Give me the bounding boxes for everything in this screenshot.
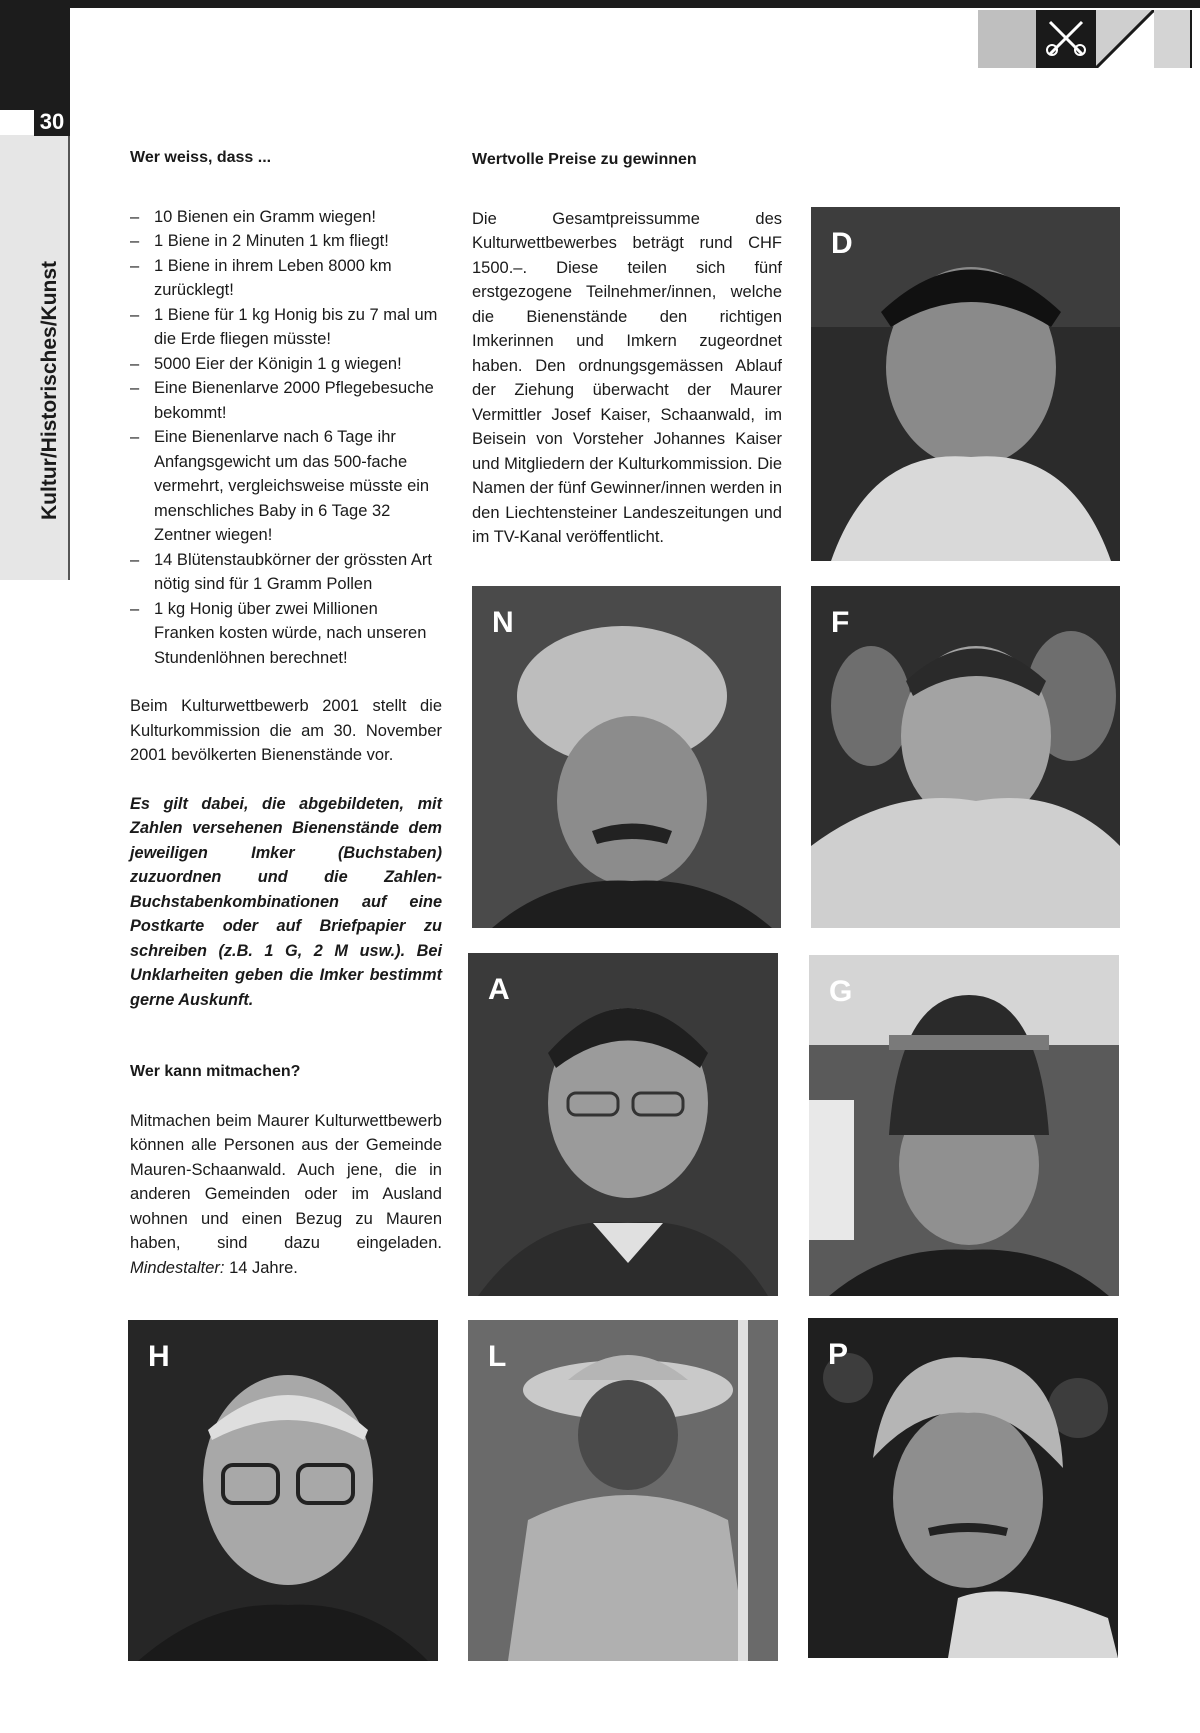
list-item: – 1 Biene in 2 Minuten 1 km fliegt! [130, 229, 442, 254]
facts-list [130, 205, 442, 671]
top-border [0, 0, 1200, 8]
photo-beekeeper-n [472, 586, 781, 928]
list-item: – 1 kg Honig über zwei Millionen Franken kosten würde, nach unseren Stundenlöhnen berechnet! [130, 597, 442, 671]
middle-column [472, 148, 782, 550]
header-end-block [1154, 10, 1192, 68]
section-title: Kultur/Historisches/Kunst [38, 260, 61, 520]
min-age-value: 14 Jahre. [229, 1258, 298, 1277]
min-age-label: Mindestalter: [130, 1258, 225, 1277]
prizes-heading: Wertvolle Preise zu gewinnen [472, 151, 697, 168]
list-item: – 10 Bienen ein Gramm wiegen! [130, 205, 442, 230]
photo-letter: A [488, 973, 510, 1006]
list-item: – 1 Biene für 1 kg Honig bis zu 7 mal um die Erde fliegen müsste! [130, 303, 442, 352]
photo-beekeeper-l [468, 1320, 778, 1661]
photo-beekeeper-f [811, 586, 1120, 928]
page-corner-tab [0, 0, 70, 110]
photo-beekeeper-d [811, 207, 1120, 561]
photo-beekeeper-p [808, 1318, 1118, 1658]
list-item: – 14 Blütenstaubkörner der grössten Art nötig sind für 1 Gramm Pollen [130, 548, 442, 597]
instruction-paragraph: Es gilt dabei, die abgebildeten, mit Zahlen versehenen Bienenstände dem jeweiligen Imker (Buchstaben) zuzuordnen und die Zahlen-Buchstabenkombinationen auf eine Postkarte oder auf Briefpapier zu schreiben (z.B. 1 G, 2 M usw.). Bei Unklarheiten geben die Imker bestimmt gerne Auskunft. [130, 794, 442, 1009]
photo-letter: L [488, 1340, 507, 1373]
photo-letter: G [829, 975, 853, 1008]
photo-letter: P [828, 1338, 849, 1371]
photo-beekeeper-a [468, 953, 778, 1296]
photo-beekeeper-g [809, 955, 1119, 1296]
participation-paragraph [130, 1109, 442, 1281]
photo-letter: H [148, 1340, 170, 1373]
prizes-paragraph: Die Gesamtpreissumme des Kulturwettbewerbes beträgt rund CHF 1500.–. Diese teilen sich fünf erstgezogene Teilnehmer/innen, welche die Bienenstände den richtigen Imkerinnen und Imkern zugeordnet haben. Den ordnungsgemässen Ablauf der Ziehung überwacht der Maurer Vermittler Josef Kaiser, Schaanwald, im Beisein von Vorsteher Johannes Kaiser und Mitgliedern der Kulturkommission. Die Namen der fünf Gewinner/innen werden in den Liechtensteiner Landeszeitungen und im TV-Kanal veröffentlicht. [472, 209, 783, 546]
list-item: – 1 Biene in ihrem Leben 8000 km zurücklegt! [130, 254, 442, 303]
photo-beekeeper-h [128, 1320, 438, 1661]
intro-paragraph: Beim Kulturwettbewerb 2001 stellt die Kulturkommission die am 30. November 2001 bevölkerten Bienenstände vor. [130, 697, 442, 764]
photo-letter: N [492, 606, 514, 639]
list-item: – 5000 Eier der Königin 1 g wiegen! [130, 352, 442, 377]
page-number: 30 [34, 108, 70, 136]
facts-heading: Wer weiss, dass ... [130, 149, 272, 166]
participation-heading: Wer kann mitmachen? [130, 1063, 301, 1080]
header-decoration [978, 10, 1192, 68]
tools-icon [1038, 10, 1096, 68]
photo-letter: F [831, 606, 850, 639]
list-item: – Eine Bienenlarve 2000 Pflegebesuche bekommt! [130, 376, 442, 425]
list-item: – Eine Bienenlarve nach 6 Tage ihr Anfangsgewicht um das 500-fache vermehrt, vergleichsweise müsste ein menschliches Baby in 6 Tage 32 Zentner wiegen! [130, 425, 442, 548]
header-gray-block [978, 10, 1038, 68]
photo-letter: D [831, 227, 853, 260]
header-triangle-block [1096, 10, 1154, 68]
left-column [130, 146, 442, 1280]
participation-text: Mitmachen beim Maurer Kulturwettbewerb können alle Personen aus der Gemeinde Mauren-Schaanwald. Auch jene, die in anderen Gemeinden oder im Ausland wohnen und einen Bezug zu Mauren haben, sind dazu eingeladen. [130, 1111, 442, 1252]
